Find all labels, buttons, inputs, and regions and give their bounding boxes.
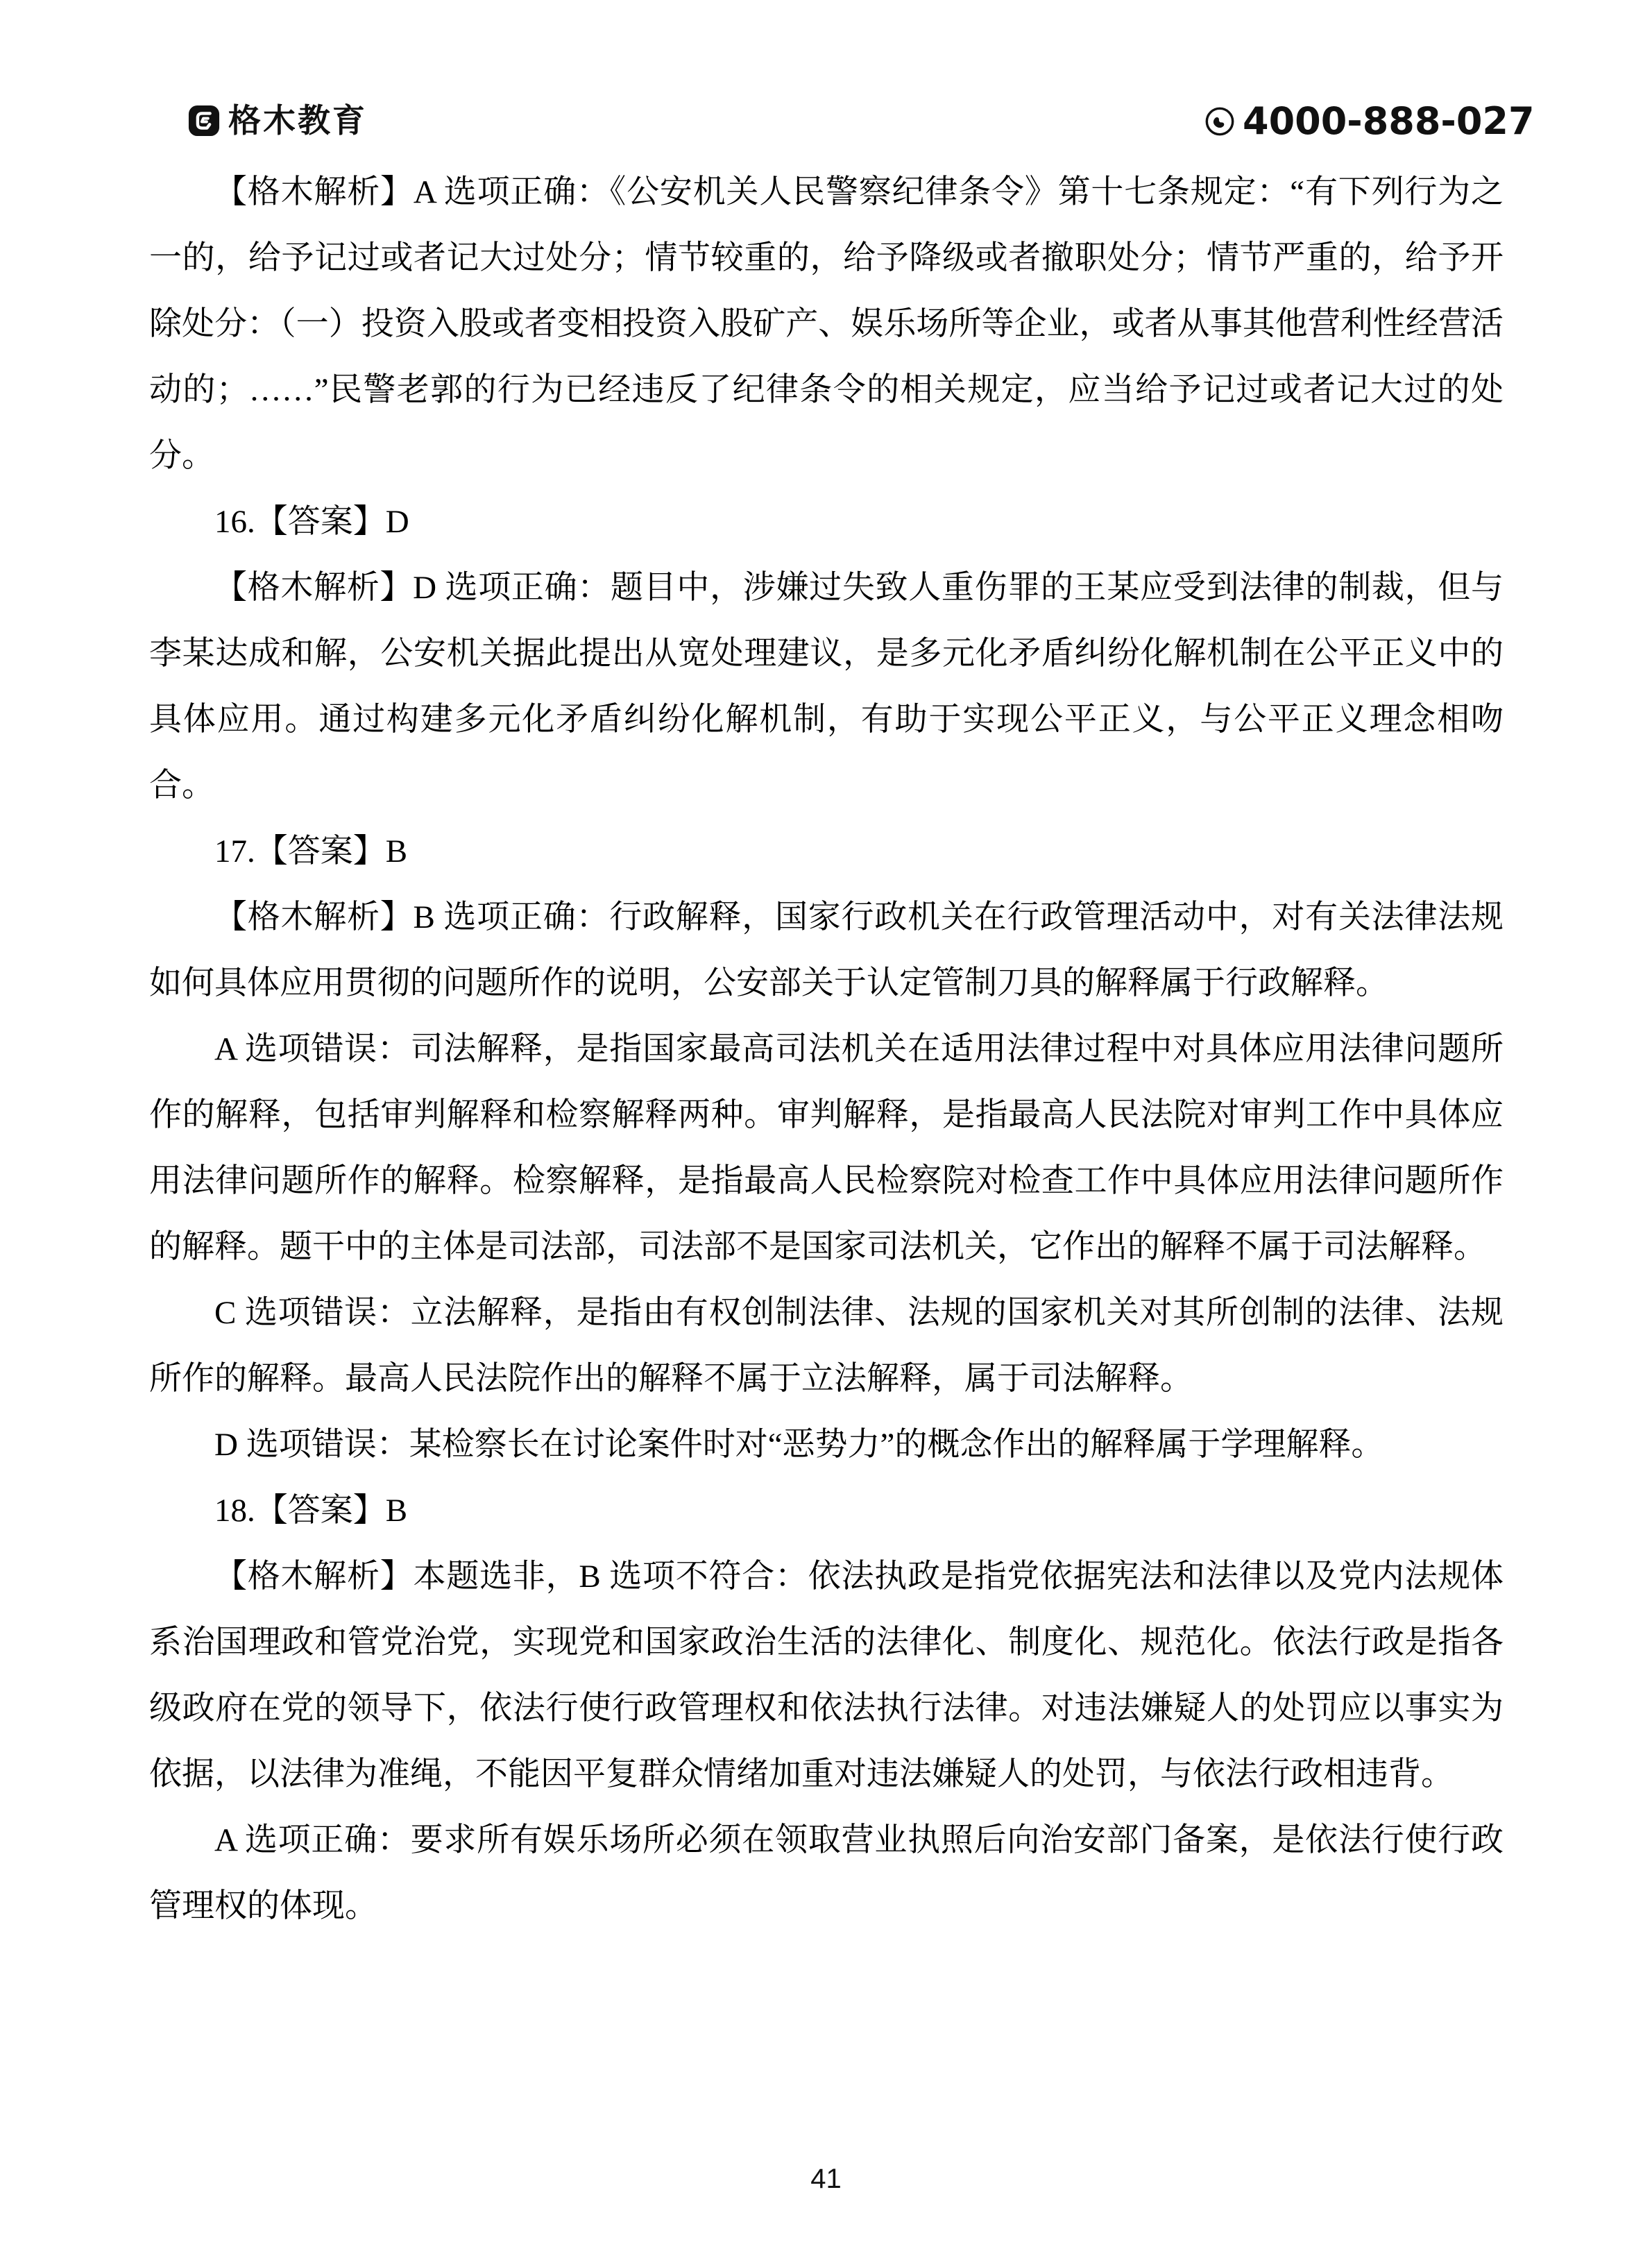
paragraph: 18.【答案】B (214, 1493, 408, 1529)
paragraph: 【格木解析】A 选项正确：《公安机关人民警察纪律条令》第十七条规定：“有下列行为之一的，给予记过或者记大过处分；情节较重的，给予降级或者撤职处分；情节严重的，给予开除处分：（一）投资入股或者变相投资入股矿产、娱乐场所等企业，或者从事其他营利性经营活动的；……”民警老郭的行为已经违反了纪律条令的相关规定，应当给予记过或者记大过的处分。 (149, 174, 1504, 474)
contact-phone (1204, 99, 1535, 143)
brand-logo (188, 104, 367, 137)
paragraph: 【格木解析】B 选项正确：行政解释，国家行政机关在行政管理活动中，对有关法律法规如何具体应用贯彻的问题所作的说明，公安部关于认定管制刀具的解释属于行政解释。 (149, 899, 1504, 1001)
paragraph: A 选项错误：司法解释，是指国家最高司法机关在适用法律过程中对具体应用法律问题所作的解释，包括审判解释和检察解释两种。审判解释，是指最高人民法院对审判工作中具体应用法律问题所作的解释。检察解释，是指最高人民检察院对检查工作中具体应用法律问题所作的解释。题干中的主体是司法部，司法部不是国家司法机关，它作出的解释不属于司法解释。 (149, 1031, 1504, 1265)
paragraph: 【格木解析】本题选非，B 选项不符合：依法执政是指党依据宪法和法律以及党内法规体系治国理政和管党治党，实现党和国家政治生活的法律化、制度化、规范化。依法行政是指各级政府在党的领导下，依法行使行政管理权和依法执行法律。对违法嫌疑人的处罚应以事实为依据，以法律为准绳，不能因平复群众情绪加重对违法嫌疑人的处罚，与依法行政相违背。 (149, 1559, 1504, 1792)
paragraph: D 选项错误：某检察长在讨论案件时对“恶势力”的概念作出的解释属于学理解释。 (214, 1427, 1384, 1463)
phone-number: 4000-888-027 (1243, 99, 1535, 143)
page-number: 41 (810, 2164, 842, 2194)
brand-name: 格木教育 (228, 102, 367, 139)
answer-explanations (149, 160, 1504, 1939)
paragraph: 17.【答案】B (214, 833, 408, 869)
paragraph: A 选项正确：要求所有娱乐场所必须在领取营业执照后向治安部门备案，是依法行使行政管理权的体现。 (149, 1822, 1504, 1924)
page-header (0, 0, 1652, 167)
paragraph: 16.【答案】D (214, 504, 409, 540)
page-footer (0, 2164, 1652, 2195)
gemu-logo-icon (188, 105, 220, 137)
phone-icon (1204, 105, 1236, 137)
paragraph: C 选项错误：立法解释，是指由有权创制法律、法规的国家机关对其所创制的法律、法规所作的解释。最高人民法院作出的解释不属于立法解释，属于司法解释。 (149, 1295, 1504, 1397)
paragraph: 【格木解析】D 选项正确：题目中，涉嫌过失致人重伤罪的王某应受到法律的制裁，但与李某达成和解，公安机关据此提出从宽处理建议，是多元化矛盾纠纷化解机制在公平正义中的具体应用。通过构建多元化矛盾纠纷化解机制，有助于实现公平正义，与公平正义理念相吻合。 (149, 570, 1504, 804)
